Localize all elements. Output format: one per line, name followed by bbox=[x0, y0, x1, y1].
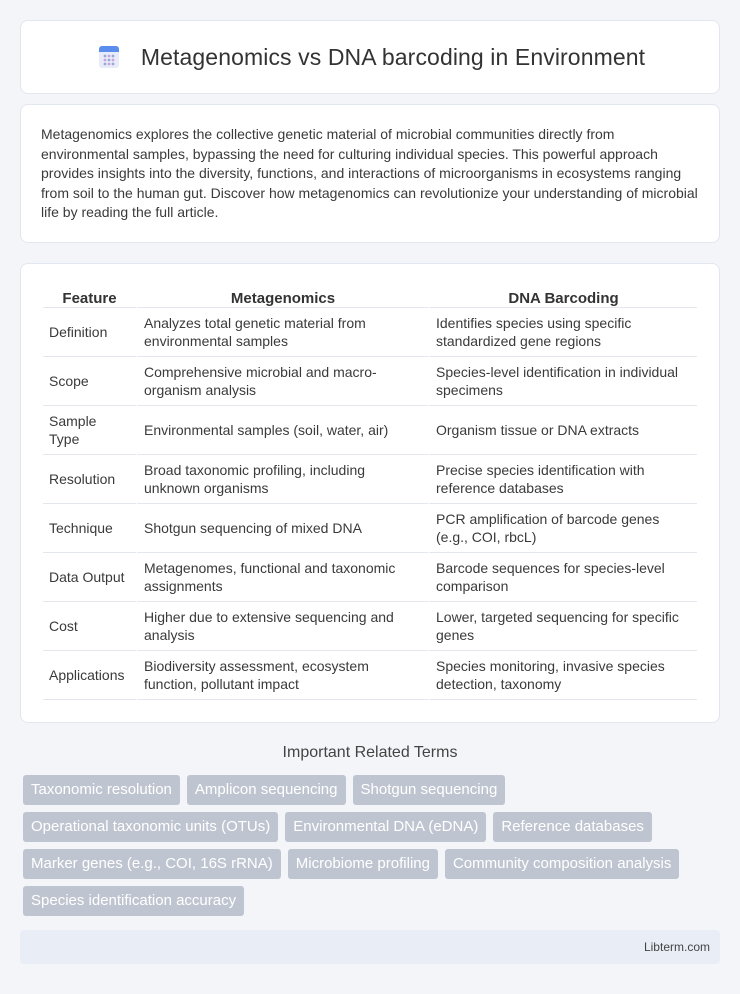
related-term-tag[interactable]: Community composition analysis bbox=[445, 849, 679, 879]
dna-barcoding-cell: Organism tissue or DNA extracts bbox=[428, 406, 697, 455]
header-metagenomics: Metagenomics bbox=[136, 284, 428, 308]
feature-cell: Definition bbox=[43, 308, 136, 357]
table-row bbox=[43, 406, 697, 455]
dna-barcoding-cell: Barcode sequences for species-level comparison bbox=[428, 553, 697, 602]
intro-card bbox=[20, 104, 720, 243]
related-term-tag[interactable]: Shotgun sequencing bbox=[353, 775, 506, 805]
tag-row bbox=[23, 886, 723, 916]
table-row bbox=[43, 651, 697, 700]
page-title: Metagenomics vs DNA barcoding in Environment bbox=[140, 43, 646, 70]
table-row bbox=[43, 504, 697, 553]
header-dna-barcoding: DNA Barcoding bbox=[428, 284, 697, 308]
metagenomics-cell: Environmental samples (soil, water, air) bbox=[136, 406, 428, 455]
related-term-tag[interactable]: Marker genes (e.g., COI, 16S rRNA) bbox=[23, 849, 281, 879]
comparison-table-card bbox=[20, 263, 720, 723]
metagenomics-cell: Shotgun sequencing of mixed DNA bbox=[136, 504, 428, 553]
intro-paragraph: Metagenomics explores the collective genetic material of microbial communities directly from environmental samples, bypassing the need for culturing individual species. This powerful approach provides insights into the diversity, functions, and interactions of microorganisms in ecosystems ranging from soil to the human gut. Discover how metagenomics can revolutionize your understanding of microbial life by reading the full article. bbox=[41, 126, 698, 221]
header-card bbox=[20, 20, 720, 94]
related-term-tag[interactable]: Taxonomic resolution bbox=[23, 775, 180, 805]
related-term-tag[interactable]: Microbiome profiling bbox=[288, 849, 438, 879]
dna-barcoding-cell: Lower, targeted sequencing for specific genes bbox=[428, 602, 697, 651]
related-term-tag[interactable]: Reference databases bbox=[493, 812, 652, 842]
comparison-table bbox=[43, 284, 697, 700]
metagenomics-cell: Metagenomes, functional and taxonomic assignments bbox=[136, 553, 428, 602]
tag-row bbox=[23, 775, 723, 805]
metagenomics-cell: Broad taxonomic profiling, including unknown organisms bbox=[136, 455, 428, 504]
feature-cell: Applications bbox=[43, 651, 136, 700]
feature-cell: Sample Type bbox=[43, 406, 136, 455]
dna-barcoding-cell: Species-level identification in individual specimens bbox=[428, 357, 697, 406]
dna-barcoding-cell: PCR amplification of barcode genes (e.g., COI, rbcL) bbox=[428, 504, 697, 553]
feature-cell: Scope bbox=[43, 357, 136, 406]
document-icon bbox=[95, 43, 123, 71]
table-row bbox=[43, 308, 697, 357]
footer bbox=[20, 930, 720, 964]
header-feature: Feature bbox=[43, 284, 136, 308]
dna-barcoding-cell: Species monitoring, invasive species detection, taxonomy bbox=[428, 651, 697, 700]
related-terms-title: Important Related Terms bbox=[282, 744, 458, 761]
feature-cell: Technique bbox=[43, 504, 136, 553]
table-row bbox=[43, 357, 697, 406]
related-term-tag[interactable]: Amplicon sequencing bbox=[187, 775, 346, 805]
feature-cell: Data Output bbox=[43, 553, 136, 602]
table-row bbox=[43, 602, 697, 651]
metagenomics-cell: Biodiversity assessment, ecosystem function, pollutant impact bbox=[136, 651, 428, 700]
footer-site-link[interactable]: Libterm.com bbox=[643, 940, 710, 954]
related-term-tag[interactable]: Operational taxonomic units (OTUs) bbox=[23, 812, 278, 842]
tag-row bbox=[23, 812, 723, 842]
related-term-tag[interactable]: Environmental DNA (eDNA) bbox=[285, 812, 486, 842]
dna-barcoding-cell: Identifies species using specific standardized gene regions bbox=[428, 308, 697, 357]
tag-row bbox=[23, 849, 723, 879]
title-wrap bbox=[95, 43, 645, 71]
table-row bbox=[43, 455, 697, 504]
dna-barcoding-cell: Precise species identification with reference databases bbox=[428, 455, 697, 504]
feature-cell: Resolution bbox=[43, 455, 136, 504]
feature-cell: Cost bbox=[43, 602, 136, 651]
metagenomics-cell: Analyzes total genetic material from environmental samples bbox=[136, 308, 428, 357]
metagenomics-cell: Higher due to extensive sequencing and analysis bbox=[136, 602, 428, 651]
table-row bbox=[43, 553, 697, 602]
related-term-tag[interactable]: Species identification accuracy bbox=[23, 886, 244, 916]
related-terms-list bbox=[23, 775, 723, 923]
metagenomics-cell: Comprehensive microbial and macro-organism analysis bbox=[136, 357, 428, 406]
table-header-row bbox=[43, 284, 697, 308]
